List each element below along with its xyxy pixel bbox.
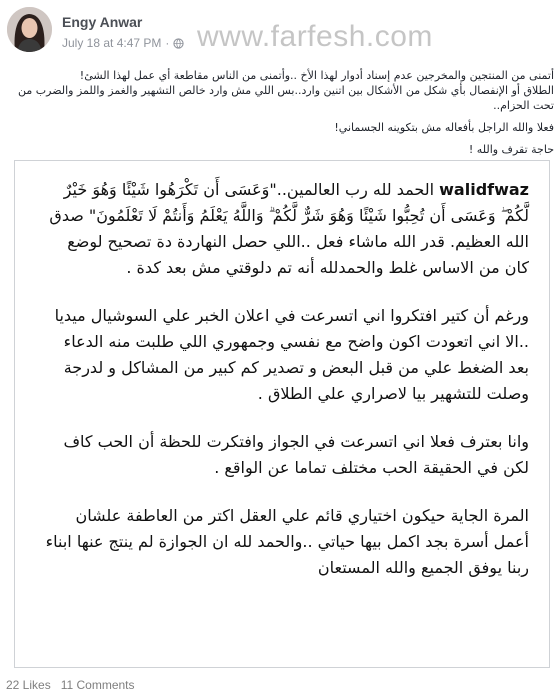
post-footer [6, 678, 135, 692]
shared-statement [43, 177, 529, 603]
post-line: أتمنى من المنتجين والمخرجين عدم إسناد أدوار لهذا الأخ ..وأتمنى من الناس مقاطعة أي عمل لهذا الشئ! [79, 69, 554, 82]
likes-count[interactable]: 22 Likes [6, 678, 51, 692]
avatar[interactable] [7, 7, 52, 52]
statement-paragraph: المرة الجاية حيكون اختياري قائم علي العقل اكتر من العاطفة علشان أعمل أسرة بجد اكمل بيها حياتي ..والحمد لله ان الجوازة لم ينتج عنها ابناء ربنا يوفق الجميع والله المستعان [45, 506, 529, 577]
statement-paragraph: ورغم أن كتير افتكروا اني اتسرعت في اعلان الخبر علي السوشيال ميديا ..الا اني اتعودت اكون واضح مع نفسي وجمهوري اللي طلبت منه الدعاء بعد الضغط علي من قبل البعض و تصدير كم كبير من المشاكل و لدرجة وصلت للتشهير بيا لاصراري علي الطلاق . [54, 306, 529, 403]
post-line: حاجة تقرف والله ! [468, 143, 554, 156]
watermark: www.farfesh.com [197, 20, 433, 53]
post-text [14, 68, 554, 157]
post-header [0, 0, 560, 66]
statement-username: walidfwaz [439, 180, 529, 199]
statement-paragraph: وانا بعترف فعلا اني اتسرعت في الجواز وافتكرت للحظة أن الحب كاف لكن في الحقيقة الحب مختلف تماما عن الواقع . [63, 432, 529, 477]
post-line: فعلا والله الراجل بأفعاله مش بتكوينه الجسماني! [334, 121, 554, 134]
shared-image-card[interactable] [14, 160, 550, 668]
statement-paragraph: walidfwaz الحمد لله رب العالمين.."وَعَسَى أَن تَكْرَهُوا شَيْئًا وَهُوَ خَيْرٌ لَّكُمْ ۖ وَعَسَى أَن تُحِبُّوا شَيْئًا وَهُوَ شَرٌّ لَّكُمْ ۗ وَاللَّهُ يَعْلَمُ وَأَنتُمْ لَا تَعْلَمُونَ" صدق الله العظيم. قدر الله ماشاء فعل ..اللي حصل النهاردة دة تصحيح لوضع كان من الاساس غلط والحمدلله أنه تم دلوقتي مش بعد كدة . [49, 180, 529, 277]
post-meta: July 18 at 4:47 PM · [62, 36, 184, 50]
post-line: الطلاق أو الإنفصال بأي شكل من الأشكال بين اتنين وارد..بس اللي مش وارد خالص التشهير والغمز واللمز والضرب من تحت الحزام.. [18, 84, 554, 112]
post-timestamp[interactable]: July 18 at 4:47 PM [62, 36, 162, 50]
globe-icon [173, 38, 184, 49]
post-author[interactable]: Engy Anwar [62, 14, 143, 30]
comments-count[interactable]: 11 Comments [60, 678, 135, 692]
